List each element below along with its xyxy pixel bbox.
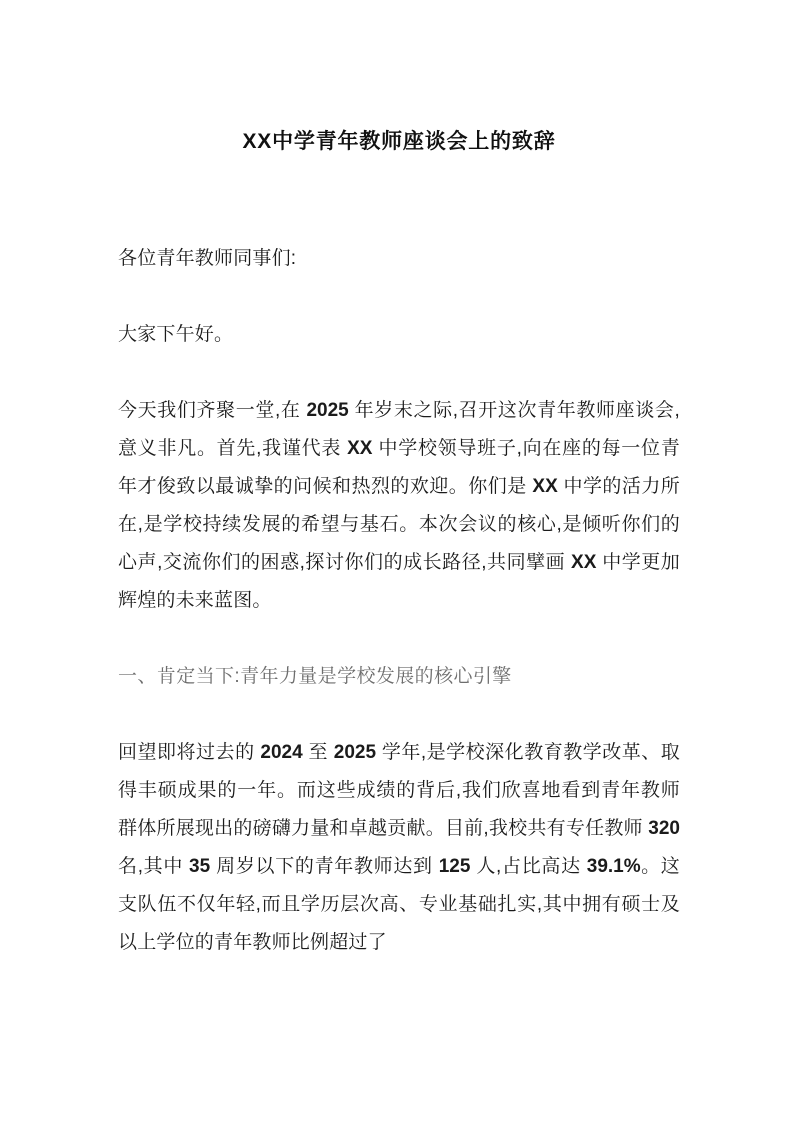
paragraph-spacer: [118, 354, 680, 392]
section-one-paragraph: 回望即将过去的 2024 至 2025 学年,是学校深化教育教学改革、取得丰硕成果的一年。而这些成绩的背后,我们欣喜地看到青年教师群体所展现出的磅礴力量和卓越贡献。目前,我校共有专任教师 320 名,其中 35 周岁以下的青年教师达到 125 人,占比高达 39.1%。这支队伍不仅年轻,而且学历层次高、专业基础扎实,其中拥有硕士及以上学位的青年教师比例超过了: [118, 742, 681, 953]
section-heading-one: 一、肯定当下:青年力量是学校发展的核心引擎: [118, 666, 512, 687]
title-body-spacer: [118, 157, 680, 240]
page-title: XX中学青年教师座谈会上的致辞: [242, 130, 556, 153]
paragraph-spacer: [118, 696, 680, 734]
salutation: 各位青年教师同事们:: [118, 248, 297, 269]
opening-paragraph: 今天我们齐聚一堂,在 2025 年岁末之际,召开这次青年教师座谈会,意义非凡。首先,我谨代表 XX 中学校领导班子,向在座的每一位青年才俊致以最诚挚的问候和热烈的欢迎。你们是 XX 中学的活力所在,是学校持续发展的希望与基石。本次会议的核心,是倾听你们的心声,交流你们的困惑,探讨你们的成长路径,共同擘画 XX 中学更加辉煌的未来蓝图。: [118, 400, 680, 611]
document-body: [118, 0, 680, 962]
paragraph-spacer: [118, 620, 680, 658]
greeting: 大家下午好。: [118, 324, 234, 345]
paragraph-spacer: [118, 278, 680, 316]
